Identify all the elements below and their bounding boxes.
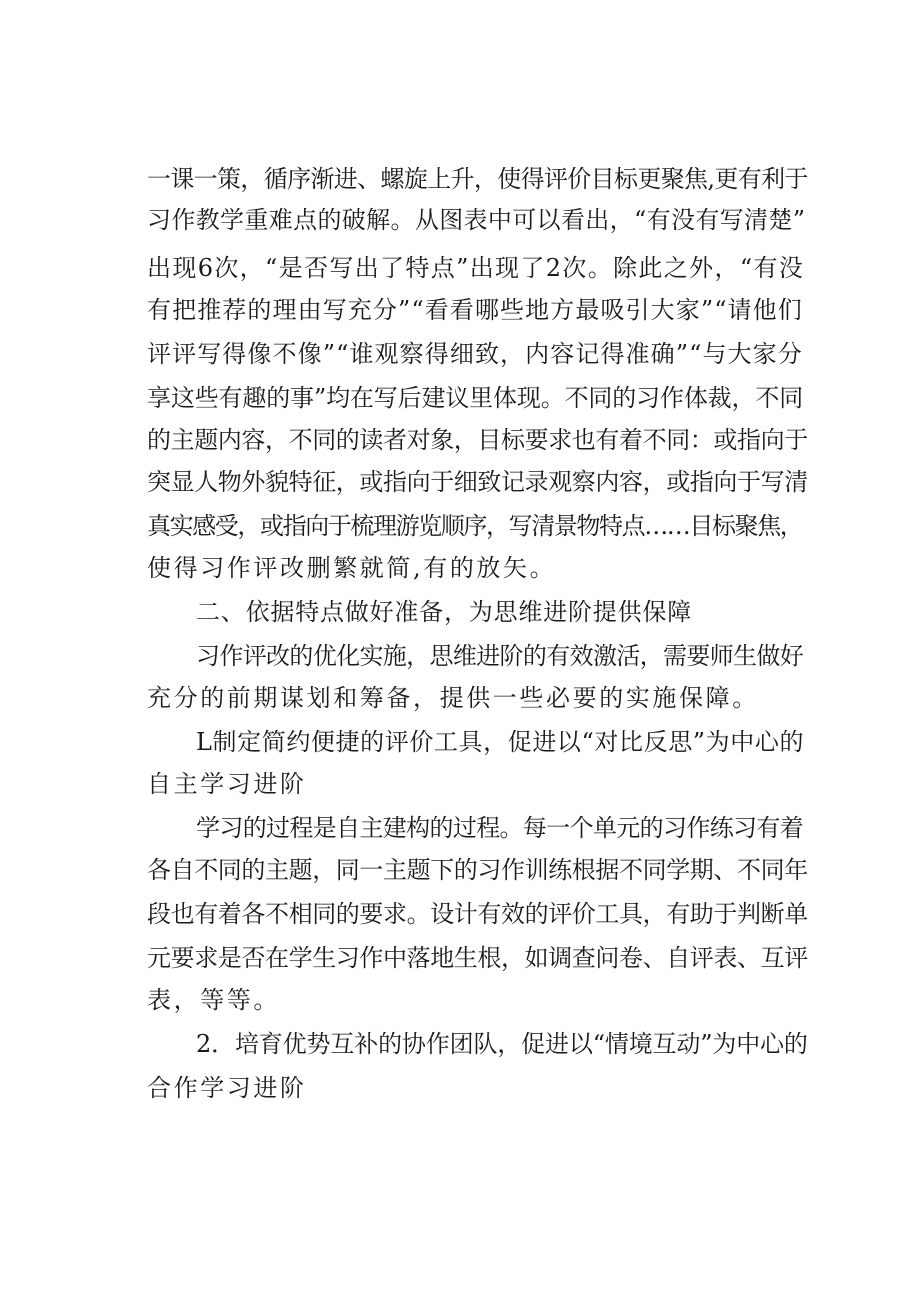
text-line: 段也有着各不相同的要求。设计有效的评价工具，有助于判断单	[147, 900, 808, 928]
text-line: 评评写得像不像”“谁观察得细致，内容记得准确”“与大家分	[147, 340, 803, 368]
text-line: 各自不同的主题，同一主题下的习作训练根据不同学期、不同年	[147, 856, 808, 884]
text-line: 充分的前期谋划和筹备，提供一些必要的实施保障。	[147, 684, 759, 712]
text-line: 有把推荐的理由写充分”“看看哪些地方最吸引大家”“请他们	[147, 296, 803, 324]
text-line: 出现6次，“是否写出了特点”出现了2次。除此之外，“有没	[147, 254, 805, 282]
text-line: 突显人物外貌特征，或指向于细致记录观察内容，或指向于写清	[147, 468, 808, 496]
text-line: 习作教学重难点的破解。从图表中可以看出，“有没有写清楚”	[147, 206, 806, 234]
text-line: 享这些有趣的事”均在写后建议里体现。不同的习作体裁，不同	[147, 384, 804, 412]
text-line: L制定简约便捷的评价工具，促进以“对比反思”为中心的	[196, 728, 805, 756]
text-line: 表，等等。	[147, 986, 280, 1014]
text-line: 学习的过程是自主建构的过程。每一个单元的习作练习有着	[196, 814, 804, 842]
text-line: 的主题内容，不同的读者对象，目标要求也有着不同：或指向于	[147, 426, 808, 454]
text-line: 一课一策，循序渐进、螺旋上升，使得评价目标更聚焦,更有利于	[147, 165, 808, 193]
text-line: 真实感受，或指向于梳理游览顺序，写清景物特点……目标聚焦，	[147, 512, 803, 540]
section-heading: 二、依据特点做好准备，为思维进阶提供保障	[196, 598, 692, 626]
text-line: 习作评改的优化实施，思维进阶的有效激活，需要师生做好	[196, 642, 804, 670]
text-line: 使得习作评改删繁就简,有的放矢。	[147, 554, 557, 582]
text-line: 自主学习进阶	[147, 770, 307, 798]
text-line: 2．培育优势互补的协作团队，促进以“情境互动”为中心的	[196, 1030, 808, 1058]
text-line: 合作学习进阶	[147, 1074, 307, 1102]
text-line: 元要求是否在学生习作中落地生根，如调查问卷、自评表、互评	[147, 944, 808, 972]
